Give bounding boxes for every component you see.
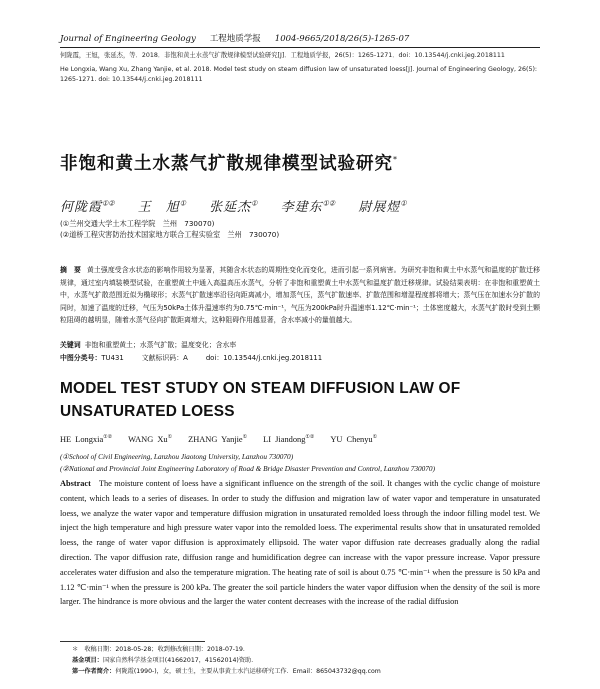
affiliation-en: (①School of Civil Engineering, Lanzhou Jiaotong University, Lanzhou 730070)	[60, 452, 294, 461]
author-en	[188, 434, 247, 444]
author-cn	[138, 200, 186, 215]
footnote-rule	[60, 641, 205, 642]
journal-name-en: Journal of Engineering Geology	[60, 34, 196, 44]
footnote-label: 基金项目：	[72, 657, 103, 664]
title-cn	[60, 150, 540, 175]
abstract-en-label: Abstract	[60, 479, 91, 488]
doi	[206, 352, 322, 362]
doc-code	[142, 352, 188, 362]
author-en	[330, 434, 377, 444]
footnote-funding	[72, 655, 540, 666]
author-cn-sup: ①②	[102, 199, 115, 208]
author-cn-sup: ①	[400, 199, 407, 208]
keywords-cn-label: 关键词	[60, 341, 81, 349]
author-en-sup: ①②	[103, 435, 113, 440]
author-en-name: HE Longxia	[60, 434, 104, 444]
footnote-received	[72, 644, 540, 655]
title-cn-mark: *	[393, 155, 398, 165]
affiliation-en: (②National and Provincial Joint Engineering Laboratory of Road & Bridge Disaster Prevention and Control, Lanzhou 730070)	[60, 464, 436, 473]
author-cn-name: 尉展煜	[358, 200, 401, 215]
author-en-name: WANG Xu	[128, 434, 168, 444]
journal-name-cn: 工程地质学报	[209, 34, 261, 44]
footnote-text: 国家自然科学基金项目(41662017，41562014)资助．	[102, 657, 258, 664]
authors-en	[60, 434, 377, 444]
author-cn	[281, 200, 336, 215]
author-cn	[358, 200, 406, 215]
title-cn-text: 非饱和黄土水蒸气扩散规律模型试验研究	[60, 154, 393, 174]
abstract-cn	[60, 264, 540, 327]
footnote-label: ＊ 收稿日期：	[72, 646, 116, 653]
clc-number	[60, 352, 124, 362]
authors-cn	[60, 196, 407, 215]
author-en	[128, 434, 172, 444]
title-en: MODEL TEST STUDY ON STEAM DIFFUSION LAW OF UNSATURATED LOESS	[60, 380, 461, 420]
footnote-author	[72, 666, 540, 677]
author-en	[263, 434, 314, 444]
author-cn-name: 王 旭	[137, 200, 180, 215]
author-cn	[60, 200, 115, 215]
footnote-label: 第一作者简介：	[72, 668, 116, 675]
doc-label: 文献标识码：	[141, 354, 184, 362]
author-cn-name: 何陇霞	[60, 200, 103, 215]
clc-value: TU431	[101, 354, 124, 362]
author-cn-sup: ①	[251, 199, 258, 208]
author-cn	[209, 200, 257, 215]
running-header	[60, 26, 540, 44]
author-cn-name: 李建东	[280, 200, 323, 215]
doc-value: A	[183, 354, 188, 362]
header-rule	[60, 47, 540, 48]
keywords-cn-text: 非饱和重塑黄土；水蒸气扩散；温度变化；含水率	[84, 341, 237, 349]
author-cn-sup: ①	[179, 199, 187, 208]
author-en-sup: ①	[167, 435, 173, 440]
footnotes	[72, 644, 540, 677]
affiliations-cn	[60, 218, 279, 240]
author-en-sup: ①	[242, 435, 248, 440]
doi-label: doi：	[205, 354, 224, 362]
author-en-sup: ①	[372, 435, 378, 440]
citation-en: He Longxia, Wang Xu, Zhang Yanjie, et al. 2018. Model test study on steam diffusion law of unsaturated loess[J]. Journal of Engineering Geology, 26(5): 1265-1271. doi: 10.13544/j.cnki.jeg.2018111	[60, 65, 538, 83]
author-cn-sup: ①②	[322, 199, 336, 208]
footnote-text: 何陇霞(1990-)，女，硕士生，主要从事黄土水汽运移研究工作．Email：865043732@qq.com	[115, 668, 381, 675]
affiliations-en	[60, 451, 540, 475]
citation-block	[60, 51, 540, 89]
author-en-sup: ①②	[305, 435, 315, 440]
author-en-name: ZHANG Yanjie	[188, 434, 243, 444]
footnote-text: 2018-05-28；收到修改稿日期：2018-07-19．	[115, 646, 250, 653]
abstract-cn-text: 黄土强度受含水状态的影响作用较为显著，其随含水状态的周期性变化而变化，进而引起一系列病害。为研究非饱和黄土中水蒸气和温度的扩散迁移规律，通过室内填装模型试验，在重塑黄土中通入高温高压水蒸气，分析了非饱和重塑黄土中水蒸气和温度扩散迁移规律。试验结果表明：在非饱和重塑黄土中，水蒸气扩散范围近似为椭球形；水蒸气扩散速率沿径向距离减小，增加蒸气压，蒸气扩散速率、扩散范围和增湿程度都将增大；蒸气压在加速水分扩散的同时，加速了温度的迁移，气压为50kPa土体升温速率约为0.75℃·min⁻¹，气压为200kPa时升温速率1.12℃·min⁻¹；土体密度越大，水蒸气扩散时受到土颗粒阻碍的越明显，随着水蒸气径向扩散距离增大，这种阻碍作用越显著，含水率减小的量值越大。	[60, 266, 541, 325]
abstract-cn-label: 摘 要	[60, 266, 81, 274]
keywords-cn	[60, 339, 540, 349]
abstract-en	[60, 477, 540, 610]
abstract-en-text: The moisture content of loess have a significant influence on the strength of the soil. It changes with the cyclic change of moisture content, which leads to a series of diseases. In order to study the diffusion and migration law of water vapor and temperature in unsaturated loess, we analyze the water vapor and temperature diffusion migration in unsaturated remolded loess through the indoor filling model test. We inject the high temperature and high pressure water vapor into the remolded loess. The experimental results show that in unsaturated remolded loess, the range of water vapor diffusion is approximately ellipsoid. The water vapor diffusion rate decreases gradually along the radial direction. The vapor diffusion rate, diffusion range and humidification degree can increase with the vapor pressure increase. Vapor pressure accelerates water diffusion and also the temperature migration. The heating rate of soil is about 0.75 ℃·min⁻¹ when the pressure is 50 kPa and 1.12 ℃·min⁻¹ when the pressure is 200 kPa. The greater the soil particle hinders the water vapor diffusion when the density of the soil is more larger. The hindrance is more obvious and the larger the water content decreases with the increase of the radial diffusion	[60, 479, 540, 607]
author-en-name: YU Chenyu	[330, 434, 373, 444]
citation-code: 1004-9665/2018/26(5)-1265-07	[274, 34, 410, 44]
classification-cn	[60, 352, 540, 362]
author-cn-name: 张延杰	[209, 200, 252, 215]
author-en-name: LI Jiandong	[263, 434, 306, 444]
affiliation-cn: (①兰州交通大学土木工程学院 兰州 730070)	[60, 219, 215, 228]
citation-cn: 何陇霞，王旭，张延杰，等．2018．非饱和黄土水蒸气扩散规律模型试验研究[J]．工程地质学报，26(5)：1265-1271．doi：10.13544/j.cnki.jeg.2018111	[60, 52, 505, 59]
author-en	[60, 434, 112, 444]
clc-label: 中图分类号：	[60, 354, 102, 362]
doi-value: 10.13544/j.cnki.jeg.2018111	[223, 354, 323, 362]
affiliation-cn: (②道桥工程灾害防治技术国家地方联合工程实验室 兰州 730070)	[60, 230, 280, 239]
